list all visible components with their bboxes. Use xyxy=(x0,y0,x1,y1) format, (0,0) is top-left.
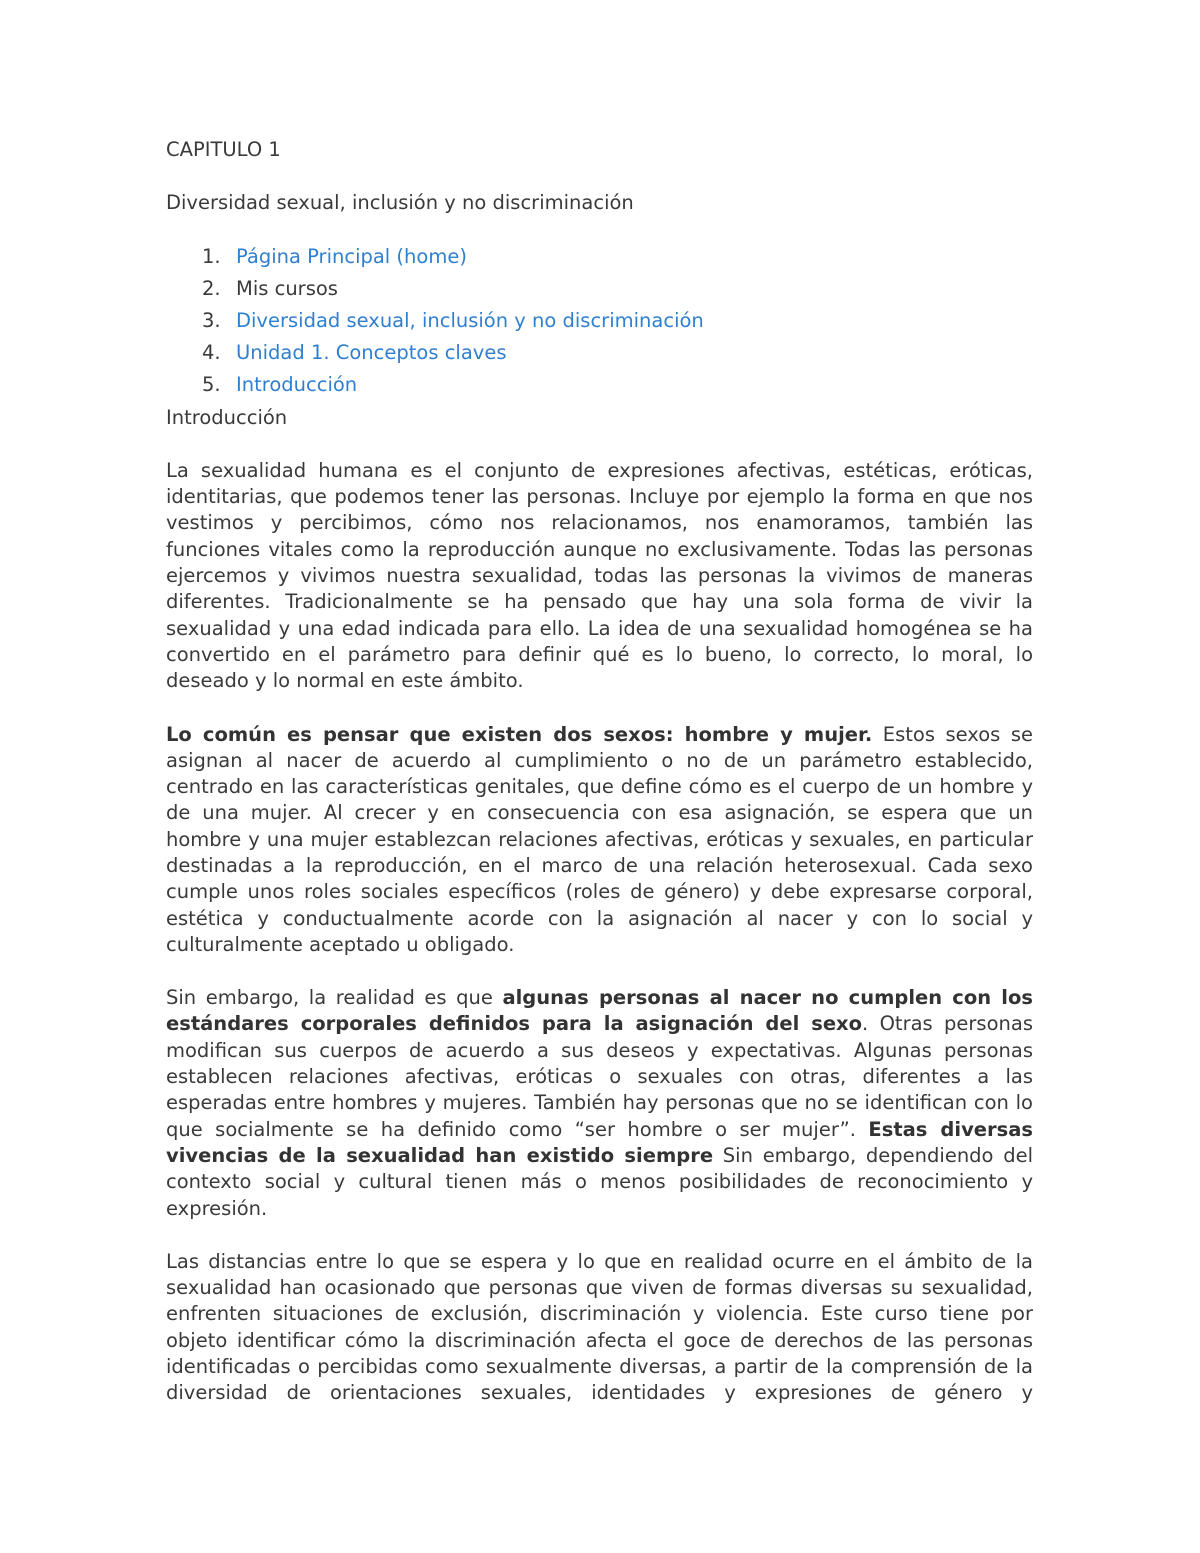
document-page xyxy=(166,137,1033,1434)
breadcrumb-item-course xyxy=(166,308,1033,340)
paragraph-text: Sin embargo, dependiendo del contexto social y cultural tienen más o menos posibilidades de reconocimiento y expresión. xyxy=(166,1143,1034,1220)
chapter-heading: CAPITULO 1 xyxy=(166,138,281,161)
paragraph-text: Estos sexos se asignan al nacer de acuerdo al cumplimiento o no de un parámetro establecido, centrado en las características genitales, que define cómo es el cuerpo de un hombre y de una mujer. Al crecer y en consecuencia con esa asignación, se espera que un hombre y una mujer establezcan relaciones afectivas, eróticas y sexuales, en particular destinadas a la reproducción, en el marco de una relación heterosexual. Cada sexo cumple unos roles sociales específicos (roles de género) y debe expresarse corporal, estética y conductualmente acorde con la asignación al nacer y con lo social y culturalmente aceptado u obligado. xyxy=(166,722,1033,956)
breadcrumb-item-unit xyxy=(166,340,1033,372)
course-title: Diversidad sexual, inclusión y no discriminación xyxy=(166,191,634,215)
breadcrumb-link-course[interactable]: Diversidad sexual, inclusión y no discriminación xyxy=(236,308,704,332)
list-number: 2. xyxy=(202,276,221,300)
breadcrumb-link-introduction[interactable]: Introducción xyxy=(236,373,358,397)
bold-text: algunas personas al nacer no cumplen con los estándares corporales definidos para la asignación del sexo xyxy=(166,986,1033,1036)
breadcrumb-item-introduction xyxy=(166,372,1033,404)
paragraph-3 xyxy=(166,985,1033,1222)
breadcrumb-link-unit[interactable]: Unidad 1. Conceptos claves xyxy=(236,341,507,365)
list-number: 1. xyxy=(202,244,221,268)
breadcrumb-item-home xyxy=(166,244,1033,276)
list-number: 4. xyxy=(202,341,221,365)
breadcrumb xyxy=(166,244,1033,405)
paragraph-text: Sin embargo, la realidad es que xyxy=(166,986,503,1010)
paragraph-text: . Otras personas modifican sus cuerpos de acuerdo a sus deseos y expectativas. Algunas personas establecen relaciones afectivas, eróticas o sexuales con otras, diferentes a las esperadas entre hombres y mujeres. También hay personas que no se identifican con lo que socialmente se ha definido como “ser hombre o ser mujer”. xyxy=(166,1012,1033,1141)
breadcrumb-link-home[interactable]: Página Principal (home) xyxy=(236,244,467,268)
paragraph-1 xyxy=(166,458,1033,695)
list-number: 5. xyxy=(202,373,221,397)
paragraph-text: Las distancias entre lo que se espera y lo que en realidad ocurre en el ámbito de la sexualidad han ocasionado que personas que viven de formas diversas su sexualidad, enfrenten situaciones de exclusión, discriminación y violencia. Este curso tiene por objeto identificar cómo la discriminación afecta el goce de derechos de las personas identificadas o percibidas como sexualmente diversas, a partir de la comprensión de la diversidad de orientaciones sexuales, identidades y expresiones de género y xyxy=(166,1249,1033,1405)
paragraph-4 xyxy=(166,1249,1033,1407)
section-heading: Introducción xyxy=(166,405,288,429)
paragraph-2 xyxy=(166,722,1033,959)
breadcrumb-item-my-courses xyxy=(166,276,1033,308)
paragraph-text: La sexualidad humana es el conjunto de expresiones afectivas, estéticas, eróticas, identitarias, que podemos tener las personas. Incluye por ejemplo la forma en que nos vestimos y percibimos, cómo nos relacionamos, nos enamoramos, también las funciones vitales como la reproducción aunque no exclusivamente. Todas las personas ejercemos y vivimos nuestra sexualidad, todas las personas la vivimos de maneras diferentes. Tradicionalmente se ha pensado que hay una sola forma de vivir la sexualidad y una edad indicada para ello. La idea de una sexualidad homogénea se ha convertido en el parámetro para definir qué es lo bueno, lo correcto, lo moral, lo deseado y lo normal en este ámbito. xyxy=(166,458,1033,693)
bold-text: Estas diversas vivencias de la sexualidad han existido siempre xyxy=(166,1117,1033,1167)
bold-text: Lo común es pensar que existen dos sexos: hombre y mujer. xyxy=(166,722,873,746)
list-number: 3. xyxy=(202,308,221,332)
breadcrumb-label-my-courses: Mis cursos xyxy=(236,276,338,300)
